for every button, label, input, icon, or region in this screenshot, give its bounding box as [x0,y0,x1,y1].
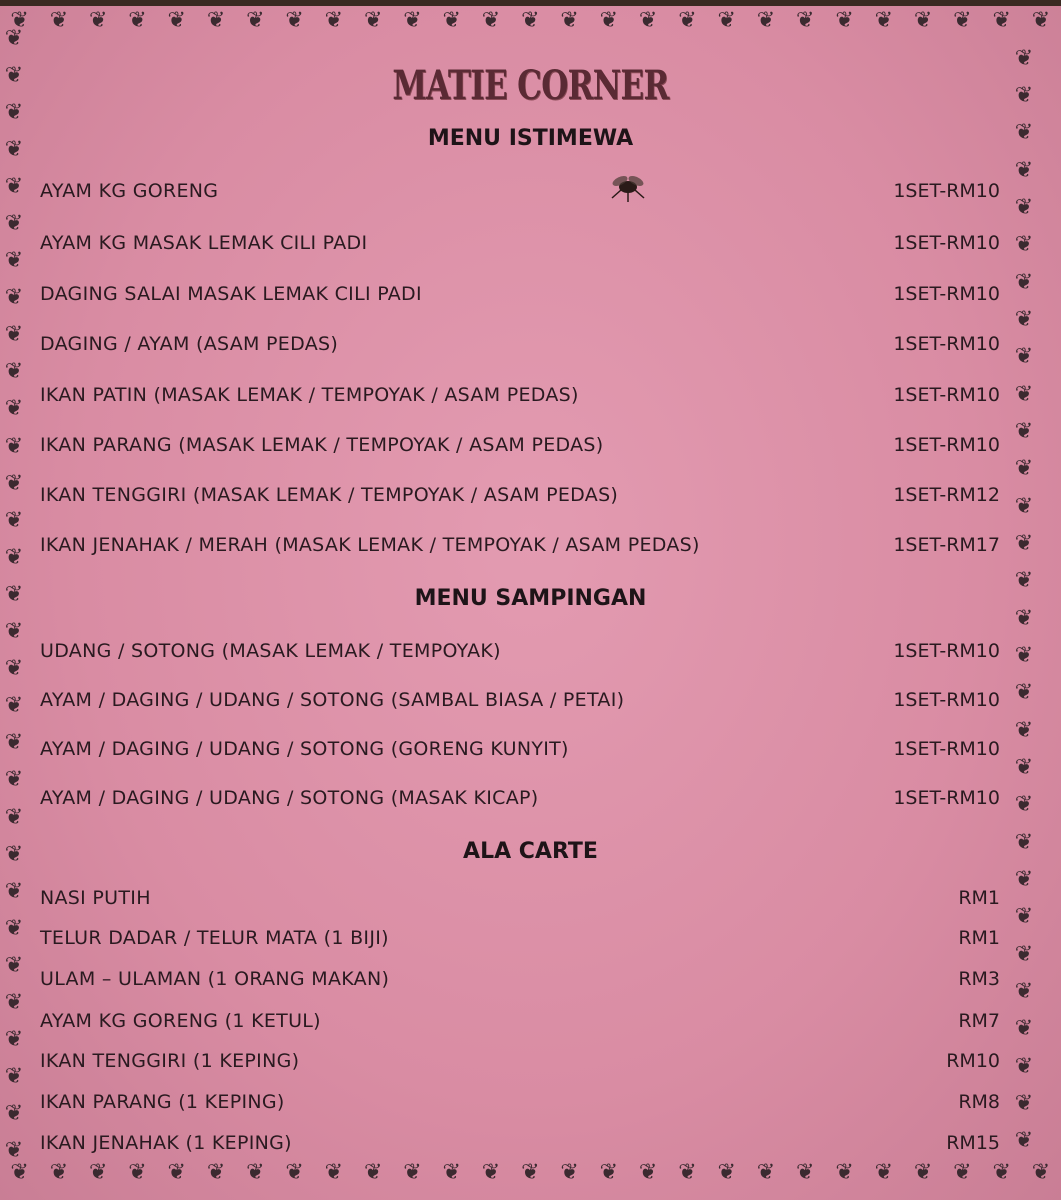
menu-item [40,787,1000,809]
flower-ornament-icon: ❦ [4,619,24,645]
restaurant-title: MATIE CORNER [392,62,669,109]
flower-ornament-icon: ❦ [4,211,24,237]
flower-ornament-icon: ❦ [953,1160,972,1185]
flower-ornament-icon: ❦ [4,248,24,274]
menu-item-price: 1SET-RM10 [893,689,1000,711]
menu-item [40,1050,1000,1072]
flower-ornament-icon: ❦ [4,841,24,867]
flower-ornament-icon: ❦ [1014,157,1034,183]
menu-item [40,180,1000,202]
flower-ornament-icon: ❦ [717,1160,736,1185]
flower-ornament-icon: ❦ [442,8,461,33]
flower-ornament-icon: ❦ [4,1101,24,1127]
menu-item-name: IKAN PARANG (MASAK LEMAK / TEMPOYAK / ASAM PEDAS) [40,434,604,456]
flower-ornament-icon: ❦ [4,581,24,607]
flower-ornament-icon: ❦ [1014,418,1034,444]
flower-ornament-icon: ❦ [4,322,24,348]
flower-ornament-icon: ❦ [4,952,24,978]
menu-item-name: AYAM KG GORENG (1 KETUL) [40,1010,321,1032]
menu-item [40,968,1000,990]
menu-item [40,1091,1000,1113]
flower-ornament-icon: ❦ [4,25,24,51]
menu-item-price: 1SET-RM17 [893,534,1000,556]
flower-ornament-icon: ❦ [874,8,894,33]
flower-ornament-icon: ❦ [4,915,24,941]
flower-ornament-icon: ❦ [481,1160,501,1185]
menu-item-price: 1SET-RM10 [893,434,1000,456]
flower-ornament-icon: ❦ [1014,493,1034,519]
flower-ornament-icon: ❦ [599,1160,619,1185]
menu-item [40,1010,1000,1032]
menu-item [40,887,1000,909]
flower-ornament-icon: ❦ [1014,717,1034,743]
flower-ornament-icon: ❦ [1014,1053,1034,1079]
flower-ornament-icon: ❦ [599,8,619,33]
flower-ornament-icon: ❦ [363,8,383,33]
menu-item-name: DAGING SALAI MASAK LEMAK CILI PADI [40,283,422,305]
flower-ornament-icon: ❦ [1014,45,1034,71]
flower-ornament-icon: ❦ [1014,344,1034,370]
flower-ornament-icon: ❦ [1014,1128,1034,1154]
flower-ornament-icon: ❦ [1014,978,1034,1004]
flower-ornament-icon: ❦ [1014,792,1034,818]
flower-ornament-icon: ❦ [638,1160,658,1185]
section-heading: ALA CARTE [463,839,598,864]
menu-item-name: NASI PUTIH [40,887,151,909]
menu-item-price: 1SET-RM10 [893,384,1000,406]
flower-ornament-icon: ❦ [1014,194,1034,220]
flower-ornament-icon: ❦ [1014,829,1034,855]
flower-ornament-icon: ❦ [4,136,24,162]
flower-ornament-icon: ❦ [796,1160,815,1185]
flower-ornament-icon: ❦ [4,767,24,793]
flower-ornament-icon: ❦ [4,656,24,682]
menu-item-price: 1SET-RM10 [893,333,1000,355]
menu-item [40,484,1000,506]
flower-ornament-icon: ❦ [1014,82,1034,108]
flower-ornament-icon: ❦ [88,8,108,33]
flower-ornament-icon: ❦ [206,1160,226,1185]
flower-ornament-icon: ❦ [678,1160,697,1185]
flower-ornament-icon: ❦ [756,1160,776,1185]
menu-item-price: RM10 [946,1050,1000,1072]
flower-ornament-icon: ❦ [835,8,854,33]
flower-ornament-icon: ❦ [1014,642,1034,668]
menu-item [40,384,1000,406]
flower-ornament-icon: ❦ [167,8,186,33]
flower-ornament-icon: ❦ [4,359,24,385]
flower-ornament-icon: ❦ [1031,1160,1051,1185]
menu-item [40,232,1000,254]
flower-ornament-icon: ❦ [10,1160,29,1185]
flower-ornament-icon: ❦ [88,1160,108,1185]
flower-ornament-icon: ❦ [1014,1016,1034,1042]
flower-ornament-icon: ❦ [4,285,24,311]
flower-ornament-icon: ❦ [285,8,304,33]
flower-ornament-icon: ❦ [1014,904,1034,930]
flower-ornament-icon: ❦ [4,470,24,496]
flower-ornament-icon: ❦ [128,8,147,33]
flower-ornament-icon: ❦ [1014,941,1034,967]
flower-ornament-icon: ❦ [167,1160,186,1185]
menu-item-price: 1SET-RM10 [893,738,1000,760]
menu-item-price: 1SET-RM10 [893,232,1000,254]
menu-item-name: UDANG / SOTONG (MASAK LEMAK / TEMPOYAK) [40,640,501,662]
menu-item-name: IKAN TENGGIRI (1 KEPING) [40,1050,300,1072]
flower-ornament-icon: ❦ [4,804,24,830]
menu-item [40,534,1000,556]
menu-item-price: 1SET-RM10 [893,640,1000,662]
menu-item-price: RM3 [958,968,1000,990]
border-top [0,10,1061,40]
flower-ornament-icon: ❦ [481,8,501,33]
flower-ornament-icon: ❦ [285,1160,304,1185]
flower-ornament-icon: ❦ [4,62,24,88]
flower-ornament-icon: ❦ [1031,8,1051,33]
flower-ornament-icon: ❦ [206,8,226,33]
flower-ornament-icon: ❦ [717,8,736,33]
flower-ornament-icon: ❦ [835,1160,854,1185]
flower-ornament-icon: ❦ [1014,456,1034,482]
flower-ornament-icon: ❦ [49,1160,69,1185]
menu-item-name: IKAN PARANG (1 KEPING) [40,1091,285,1113]
flower-ornament-icon: ❦ [4,433,24,459]
menu-item-name: AYAM / DAGING / UDANG / SOTONG (GORENG KUNYIT) [40,738,569,760]
flower-ornament-icon: ❦ [1014,269,1034,295]
menu-item-price: RM7 [958,1010,1000,1032]
border-bottom [0,1162,1061,1192]
flower-ornament-icon: ❦ [638,8,658,33]
menu-item-name: IKAN JENAHAK (1 KEPING) [40,1132,292,1154]
flower-ornament-icon: ❦ [403,8,422,33]
flower-ornament-icon: ❦ [756,8,776,33]
menu-item-name: AYAM / DAGING / UDANG / SOTONG (MASAK KICAP) [40,787,539,809]
flower-ornament-icon: ❦ [4,99,24,125]
top-edge [0,0,1061,6]
section-heading: MENU ISTIMEWA [427,126,634,151]
flower-ornament-icon: ❦ [4,507,24,533]
menu-item [40,333,1000,355]
flower-ornament-icon: ❦ [560,1160,579,1185]
flower-ornament-icon: ❦ [363,1160,383,1185]
menu-item-price: 1SET-RM10 [893,787,1000,809]
flower-ornament-icon: ❦ [560,8,579,33]
flower-ornament-icon: ❦ [1014,1090,1034,1116]
flower-ornament-icon: ❦ [1014,120,1034,146]
menu-item-name: IKAN PATIN (MASAK LEMAK / TEMPOYAK / ASAM PEDAS) [40,384,579,406]
flower-ornament-icon: ❦ [4,878,24,904]
flower-ornament-icon: ❦ [4,1064,24,1090]
flower-ornament-icon: ❦ [4,1138,24,1164]
flower-ornament-icon: ❦ [324,8,344,33]
flower-ornament-icon: ❦ [953,8,972,33]
menu-item-price: RM8 [958,1091,1000,1113]
menu-item-price: 1SET-RM12 [893,484,1000,506]
flower-ornament-icon: ❦ [1014,866,1034,892]
flower-ornament-icon: ❦ [442,1160,461,1185]
menu-item [40,927,1000,949]
flower-ornament-icon: ❦ [521,1160,540,1185]
flower-ornament-icon: ❦ [324,1160,344,1185]
menu-item-name: TELUR DADAR / TELUR MATA (1 BIJI) [40,927,389,949]
flower-ornament-icon: ❦ [1014,306,1034,332]
flower-ornament-icon: ❦ [4,544,24,570]
menu-item-name: IKAN JENAHAK / MERAH (MASAK LEMAK / TEMPOYAK / ASAM PEDAS) [40,534,700,556]
flower-ornament-icon: ❦ [1014,605,1034,631]
flower-ornament-icon: ❦ [4,730,24,756]
menu-item-name: AYAM KG MASAK LEMAK CILI PADI [40,232,368,254]
flower-ornament-icon: ❦ [992,8,1011,33]
flower-ornament-icon: ❦ [1014,381,1034,407]
menu-item-name: AYAM KG GORENG [40,180,219,202]
menu-item [40,283,1000,305]
flower-ornament-icon: ❦ [678,8,697,33]
menu-item-price: 1SET-RM10 [893,180,1000,202]
flower-ornament-icon: ❦ [1014,232,1034,258]
menu-item [40,1132,1000,1154]
flower-ornament-icon: ❦ [1014,754,1034,780]
flower-ornament-icon: ❦ [1014,680,1034,706]
flower-ornament-icon: ❦ [521,8,540,33]
flower-ornament-icon: ❦ [1014,568,1034,594]
flower-ornament-icon: ❦ [4,989,24,1015]
flower-ornament-icon: ❦ [10,8,29,33]
menu-item-price: RM1 [958,927,1000,949]
flower-ornament-icon: ❦ [992,1160,1011,1185]
flower-ornament-icon: ❦ [49,8,69,33]
menu-item [40,738,1000,760]
menu-item-name: ULAM – ULAMAN (1 ORANG MAKAN) [40,968,390,990]
menu-item-name: IKAN TENGGIRI (MASAK LEMAK / TEMPOYAK / ASAM PEDAS) [40,484,619,506]
flower-ornament-icon: ❦ [4,1027,24,1053]
menu-item [40,640,1000,662]
flower-ornament-icon: ❦ [246,8,265,33]
flower-ornament-icon: ❦ [4,173,24,199]
flower-ornament-icon: ❦ [4,396,24,422]
flower-ornament-icon: ❦ [4,693,24,719]
flower-ornament-icon: ❦ [128,1160,147,1185]
menu-item [40,689,1000,711]
flower-ornament-icon: ❦ [246,1160,265,1185]
menu-item-name: AYAM / DAGING / UDANG / SOTONG (SAMBAL BIASA / PETAI) [40,689,625,711]
section-heading: MENU SAMPINGAN [414,586,647,611]
menu-item-price: 1SET-RM10 [893,283,1000,305]
flower-ornament-icon: ❦ [913,1160,933,1185]
flower-ornament-icon: ❦ [1014,530,1034,556]
menu-item-price: RM15 [946,1132,1000,1154]
menu-item-name: DAGING / AYAM (ASAM PEDAS) [40,333,339,355]
menu-item-price: RM1 [958,887,1000,909]
flower-ornament-icon: ❦ [403,1160,422,1185]
menu-item [40,434,1000,456]
flower-ornament-icon: ❦ [796,8,815,33]
flower-ornament-icon: ❦ [874,1160,894,1185]
flower-ornament-icon: ❦ [913,8,933,33]
